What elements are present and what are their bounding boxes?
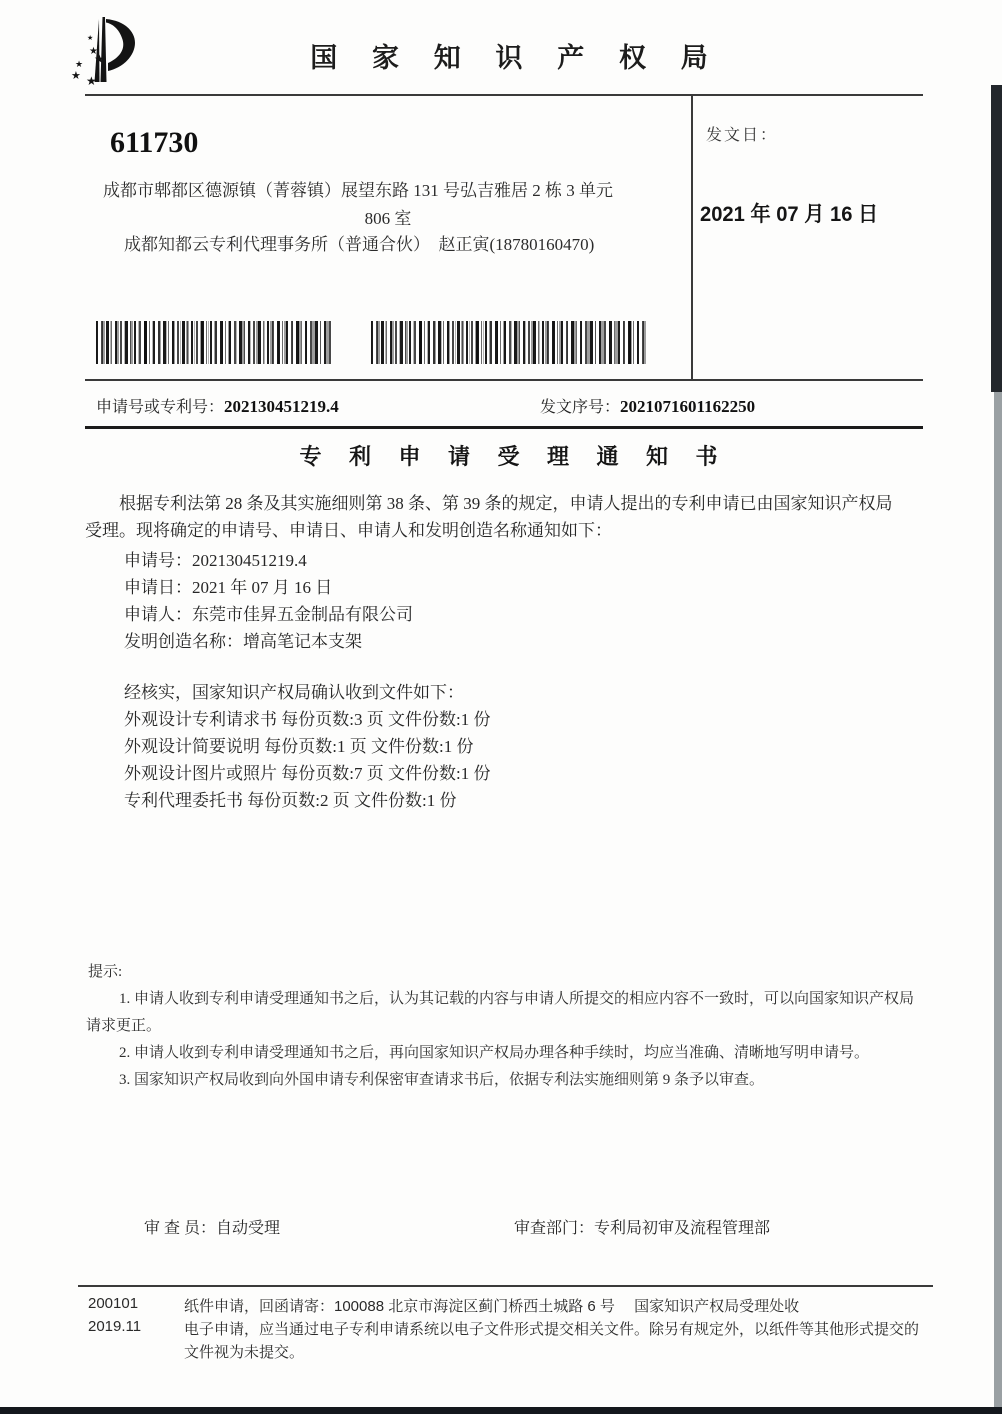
- issue-date-label: 发文日：: [706, 127, 779, 144]
- header-divider: [85, 94, 923, 96]
- examiner-row: [144, 1215, 280, 1238]
- application-number-barcode: [96, 321, 332, 364]
- application-number-value: 202130451219.4: [224, 397, 339, 416]
- intro-line-1: 根据专利法第 28 条及其实施细则第 38 条、第 39 条的规定，申请人提出的专利申请已由国家知识产权局: [119, 494, 893, 513]
- svg-text:★: ★: [71, 70, 81, 82]
- recipient-address-line1: 成都市郫都区德源镇（菁蓉镇）展望东路 131 号弘吉雅居 2 栋 3 单元: [103, 181, 613, 200]
- svg-text:★: ★: [94, 52, 105, 66]
- scan-edge-bottom: [0, 1407, 1002, 1414]
- serial-number-value: 2021071601162250: [620, 397, 756, 416]
- tip-1-line-2: 请求更正。: [86, 1018, 162, 1034]
- field-label: 申请日：: [124, 578, 192, 597]
- footer-paper-filing-line: 纸件申请，回函请寄：100088 北京市海淀区蓟门桥西土城路 6 号 国家知识产权局受理处收: [184, 1298, 800, 1315]
- tips-heading: 提示:: [88, 964, 123, 980]
- scan-edge-right-dark: [991, 85, 1002, 392]
- department-row: [514, 1215, 770, 1238]
- recipient-address-line2: 806 室: [364, 209, 412, 228]
- footer-form-version: 2019.11: [88, 1318, 142, 1335]
- received-file-item: 外观设计简要说明 每份页数:1 页 文件份数:1 份: [124, 737, 474, 756]
- application-number-row: [96, 394, 339, 417]
- svg-text:★: ★: [89, 46, 98, 57]
- serial-number-row: [540, 394, 755, 417]
- agency-and-agent-line: 成都知都云专利代理事务所（普通合伙） 赵正寅(18780160470): [124, 235, 595, 254]
- svg-text:★: ★: [86, 74, 97, 88]
- examiner-label: 审 查 员：: [144, 1220, 217, 1237]
- issue-date-value: 2021 年 07 月 16 日: [700, 203, 879, 226]
- examiner-value: 自动受理: [216, 1220, 281, 1237]
- footer-e-filing-line-1: 电子申请，应当通过电子专利申请系统以电子文件形式提交相关文件。除另有规定外，以纸件等其他形式提交的: [184, 1321, 920, 1338]
- field-applicant: [124, 600, 413, 625]
- received-file-item: 外观设计专利请求书 每份页数:3 页 文件份数:1 份: [124, 710, 491, 729]
- notice-title: 专 利 申 请 受 理 通 知 书: [299, 444, 729, 469]
- received-files-intro: 经核实，国家知识产权局确认收到文件如下：: [124, 683, 464, 702]
- department-label: 审查部门：: [514, 1220, 595, 1237]
- meta-divider: [85, 426, 923, 429]
- svg-text:★: ★: [75, 59, 84, 69]
- department-value: 专利局初审及流程管理部: [594, 1220, 771, 1237]
- tip-1-line-1: 1. 申请人收到专利申请受理通知书之后，认为其记载的内容与申请人所提交的相应内容不一致时，可以向国家知识产权局: [119, 991, 915, 1007]
- serial-number-label: 发文序号：: [540, 399, 621, 416]
- scan-edge-right-gray: [994, 392, 1002, 1414]
- tip-2: 2. 申请人收到专利申请受理通知书之后，再向国家知识产权局办理各种手续时，均应当准确、清晰地写明申请号。: [119, 1045, 870, 1061]
- field-value: 2021 年 07 月 16 日: [192, 578, 333, 597]
- field-label: 发明创造名称：: [124, 632, 243, 651]
- field-value: 东莞市佳昇五金制品有限公司: [192, 605, 413, 624]
- footer-e-filing-line-2: 文件视为未提交。: [184, 1344, 305, 1361]
- serial-number-barcode: [371, 321, 646, 364]
- footer-divider: [78, 1285, 933, 1287]
- issue-date-box-divider: [691, 94, 693, 381]
- agency-title: 国 家 知 识 产 权 局: [310, 43, 722, 73]
- barcode-divider: [85, 379, 923, 381]
- postal-code: 611730: [110, 126, 199, 159]
- field-application-number: [124, 546, 307, 571]
- received-file-item: 外观设计图片或照片 每份页数:7 页 文件份数:1 份: [124, 764, 491, 783]
- application-number-label: 申请号或专利号：: [96, 399, 225, 416]
- field-value: 202130451219.4: [192, 551, 307, 570]
- field-label: 申请人：: [124, 605, 192, 624]
- tip-3: 3. 国家知识产权局收到向外国申请专利保密审查请求书后，依据专利法实施细则第 9 条予以审查。: [119, 1072, 765, 1088]
- field-invention-title: [124, 627, 362, 652]
- footer-form-code: 200101: [88, 1295, 139, 1312]
- field-filing-date: [124, 573, 332, 598]
- field-label: 申请号：: [124, 551, 192, 570]
- field-value: 增高笔记本支架: [243, 632, 362, 651]
- received-file-item: 专利代理委托书 每份页数:2 页 文件份数:1 份: [124, 791, 457, 810]
- svg-text:★: ★: [87, 34, 94, 42]
- intro-line-2: 受理。现将确定的申请号、申请日、申请人和发明创造名称通知如下：: [85, 521, 612, 540]
